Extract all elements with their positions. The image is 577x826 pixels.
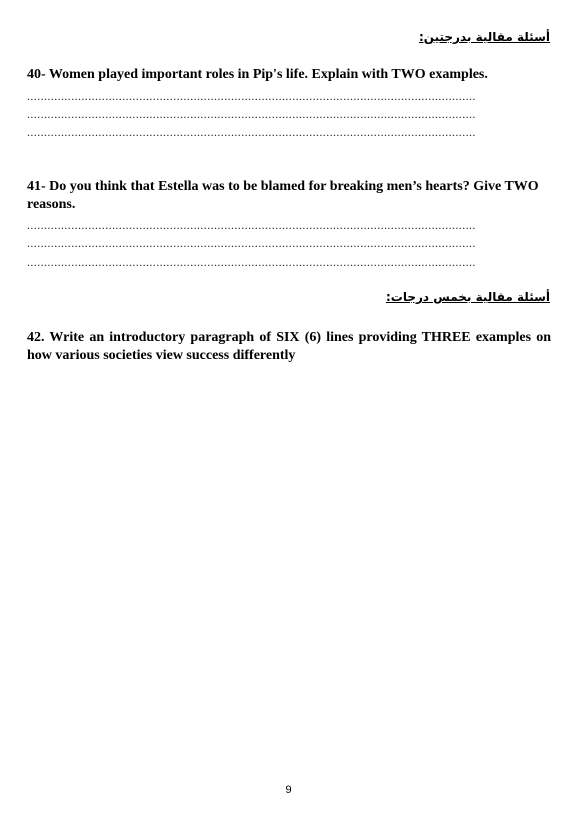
section-heading-five-marks: أسئلة مقالية بخمس درجات: bbox=[385, 290, 550, 304]
question-40: 40- Women played important roles in Pip's life. Explain with TWO examples. bbox=[27, 67, 488, 82]
answer-line: .................................................................................................................................... bbox=[27, 126, 476, 138]
answer-line: .................................................................................................................................... bbox=[27, 219, 476, 231]
answer-line: .................................................................................................................................... bbox=[27, 256, 476, 268]
answer-line: .................................................................................................................................... bbox=[27, 90, 476, 102]
answer-line: .................................................................................................................................... bbox=[27, 108, 476, 120]
section-heading-two-marks: أسئلة مقالية بدرجتين: bbox=[419, 30, 550, 44]
question-41: 41- Do you think that Estella was to be blamed for breaking men’s hearts? Give TWO reasons. bbox=[27, 179, 539, 212]
answer-line: .................................................................................................................................... bbox=[27, 237, 476, 249]
page-number: 9 bbox=[285, 784, 292, 796]
question-42: 42. Write an introductory paragraph of SIX (6) lines providing THREE examples on how various societies view success differently bbox=[27, 330, 551, 363]
